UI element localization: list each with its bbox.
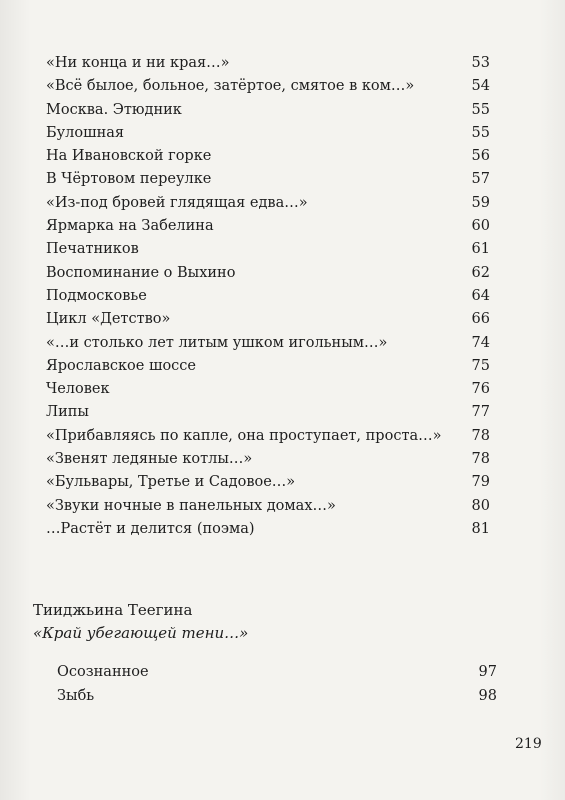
toc-entry-page: 81 xyxy=(471,520,490,537)
toc-entry xyxy=(46,495,490,518)
toc-entry xyxy=(46,378,490,401)
toc-entry-title: «Ни конца и ни края…» xyxy=(46,55,230,71)
toc-entry-page: 61 xyxy=(471,241,490,258)
page-number: 219 xyxy=(515,736,542,752)
toc-entry-title: …Растёт и делится (поэма) xyxy=(46,520,255,537)
toc-entry-title: «Бульвары, Третье и Садовое…» xyxy=(46,474,296,491)
toc-entry-page: 66 xyxy=(471,311,490,328)
toc-entry xyxy=(46,192,490,215)
toc-entry xyxy=(46,75,490,98)
toc-entry xyxy=(46,332,490,355)
toc-entry-page: 60 xyxy=(471,218,490,235)
toc-entry-title: «Из-под бровей глядящая едва…» xyxy=(46,194,308,211)
author-section xyxy=(33,598,490,644)
toc-entry xyxy=(46,401,490,424)
toc-entry-title: «Звенят ледяные котлы…» xyxy=(46,451,253,468)
toc-entry-page: 74 xyxy=(471,334,490,351)
toc-entry-title: Подмосковье xyxy=(46,287,147,304)
toc-entry xyxy=(46,518,490,541)
toc-entry-page: 78 xyxy=(471,451,490,468)
toc-entry xyxy=(46,215,490,238)
toc-entry-title: Зыбь xyxy=(57,688,95,704)
toc-entry-page: 62 xyxy=(471,264,490,281)
table-of-contents xyxy=(46,52,490,541)
toc-entry-title: Воспоминание о Выхино xyxy=(46,264,236,281)
toc-entry-page: 98 xyxy=(478,688,497,704)
toc-entry-title: «…и столько лет литым ушком игольным…» xyxy=(46,334,388,351)
toc-entry-page: 55 xyxy=(471,124,490,141)
toc-entry xyxy=(46,285,490,308)
toc-entry xyxy=(46,262,490,285)
author-name: Тииджьина Теегина xyxy=(33,601,193,619)
toc-entry-page: 53 xyxy=(471,55,490,71)
toc-entry-title: Человек xyxy=(46,381,110,398)
toc-entry-page: 54 xyxy=(471,78,490,95)
toc-entry xyxy=(46,52,490,75)
toc-entry-title: «Прибавляясь по капле, она проступает, проста…» xyxy=(46,427,442,444)
toc-entry-title: В Чёртовом переулке xyxy=(46,171,212,188)
toc-entry xyxy=(57,684,497,708)
toc-entry-title: На Ивановской горке xyxy=(46,148,212,165)
toc-entry-title: «Звуки ночные в панельных домах…» xyxy=(46,497,336,514)
toc-entry-page: 97 xyxy=(478,664,497,680)
toc-entry-page: 57 xyxy=(471,171,490,188)
toc-entry-page: 77 xyxy=(471,404,490,421)
toc-entry-title: Ярмарка на Забелина xyxy=(46,218,214,235)
toc-entry-page: 79 xyxy=(471,474,490,491)
toc-entry-page: 56 xyxy=(471,148,490,165)
toc-entry xyxy=(46,471,490,494)
toc-entry-page: 75 xyxy=(471,357,490,374)
toc-entry xyxy=(46,145,490,168)
sub-table-of-contents xyxy=(57,660,497,708)
toc-entry-page: 55 xyxy=(471,101,490,118)
toc-entry xyxy=(46,122,490,145)
book-title: «Край убегающей тени…» xyxy=(33,624,249,642)
toc-entry xyxy=(46,425,490,448)
toc-entry xyxy=(46,238,490,261)
toc-entry xyxy=(46,99,490,122)
toc-entry xyxy=(46,355,490,378)
toc-entry-page: 64 xyxy=(471,287,490,304)
toc-entry-title: Липы xyxy=(46,404,89,421)
toc-entry-title: Цикл «Детство» xyxy=(46,311,171,328)
toc-entry-title: Осознанное xyxy=(57,664,149,680)
toc-entry-title: Ярославское шоссе xyxy=(46,357,196,374)
toc-entry xyxy=(46,448,490,471)
toc-entry-title: Печатников xyxy=(46,241,139,258)
toc-entry-title: Москва. Этюдник xyxy=(46,101,182,118)
toc-entry-title: «Всё былое, больное, затёртое, смятое в ком…» xyxy=(46,78,415,95)
toc-entry xyxy=(46,168,490,191)
toc-entry-page: 80 xyxy=(471,497,490,514)
toc-entry xyxy=(57,660,497,684)
toc-entry-page: 76 xyxy=(471,381,490,398)
toc-entry-title: Булошная xyxy=(46,124,125,141)
toc-entry-page: 78 xyxy=(471,427,490,444)
toc-entry-page: 59 xyxy=(471,194,490,211)
toc-entry xyxy=(46,308,490,331)
